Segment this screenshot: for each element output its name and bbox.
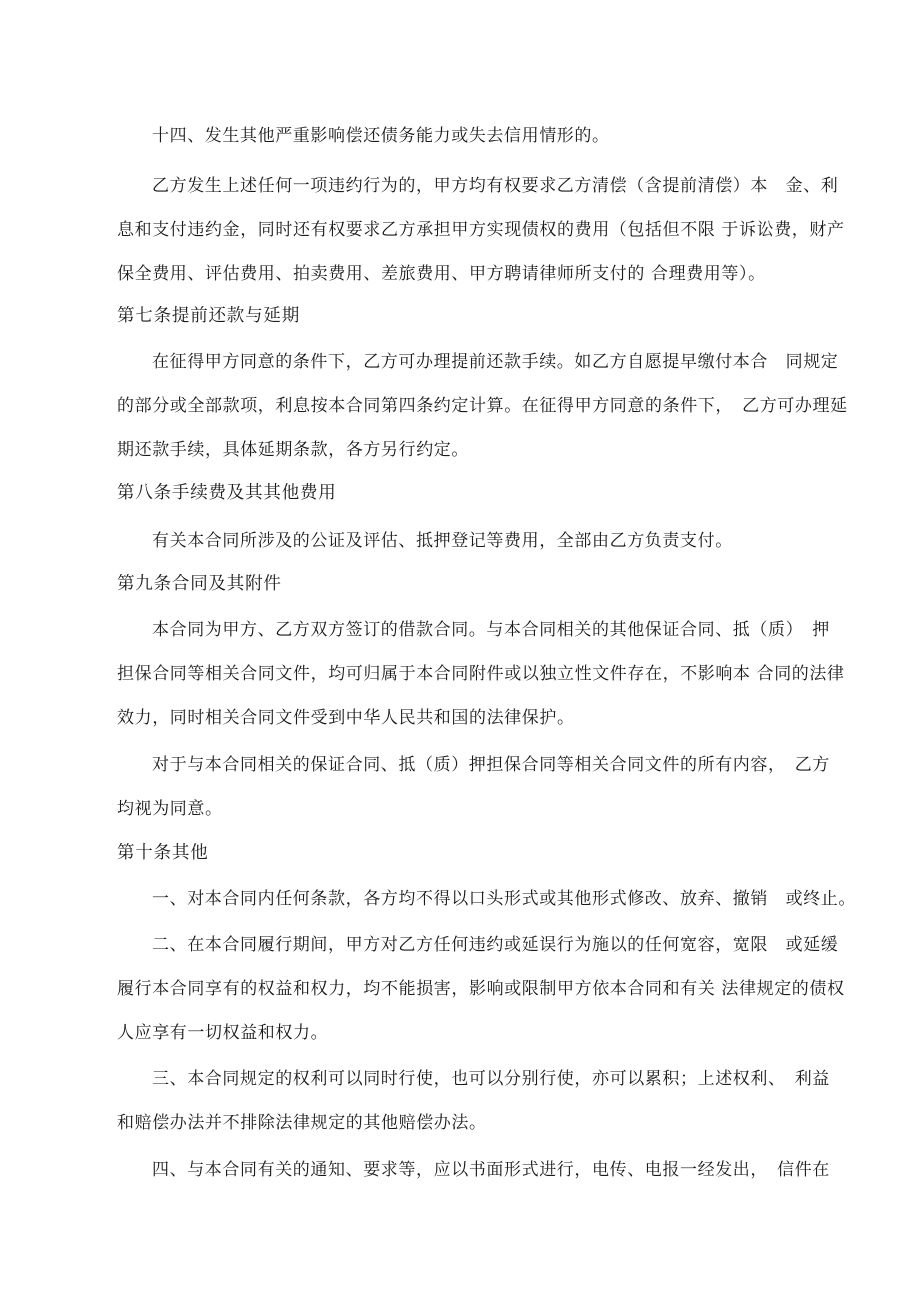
text-line-20: 履行本合同享有的权益和权力，均不能损害，影响或限制甲方依本合同和有关 法律规定的债权 bbox=[117, 979, 845, 999]
text-line-23: 和赔偿办法并不排除法律规定的其他赔偿办法。 bbox=[117, 1113, 487, 1133]
section-heading-8: 第八条手续费及其其他费用 bbox=[117, 483, 337, 503]
text-line-14: 效力，同时相关合同文件受到中华人民共和国的法律保护。 bbox=[117, 708, 575, 728]
text-line-2: 乙方发生上述任何一项违约行为的，甲方均有权要求乙方清偿（含提前清偿）本 金、利 bbox=[152, 176, 839, 196]
text-line-8: 期还款手续，具体延期条款，各方另行约定。 bbox=[117, 440, 469, 460]
section-heading-10: 第十条其他 bbox=[117, 843, 209, 863]
text-line-21: 人应享有一切权益和权力。 bbox=[117, 1023, 329, 1043]
text-line-10: 有关本合同所涉及的公证及评估、抵押登记等费用，全部由乙方负责支付。 bbox=[152, 531, 733, 551]
text-line-3: 息和支付违约金，同时还有权要求乙方承担甲方实现债权的费用（包括但不限 于诉讼费，财产 bbox=[117, 220, 845, 240]
text-line-12: 本合同为甲方、乙方双方签订的借款合同。与本合同相关的其他保证合同、抵（质） 押 bbox=[152, 620, 830, 640]
section-heading-7: 第七条提前还款与延期 bbox=[117, 306, 300, 326]
text-line-6: 在征得甲方同意的条件下，乙方可办理提前还款手续。如乙方自愿提早缴付本合 同规定 bbox=[152, 352, 839, 372]
text-line-7: 的部分或全部款项，利息按本合同第四条约定计算。在征得甲方同意的条件下， 乙方可办理延 bbox=[117, 396, 848, 416]
text-line-4: 保全费用、评估费用、拍卖费用、差旅费用、甲方聘请律师所支付的 合理费用等）。 bbox=[117, 264, 766, 284]
text-line-19: 二、在本合同履行期间，甲方对乙方任何违约或延误行为施以的任何宽容，宽限 或延缓 bbox=[152, 935, 839, 955]
section-heading-9: 第九条合同及其附件 bbox=[117, 574, 282, 594]
text-line-18: 一、对本合同内任何条款，各方均不得以口头形式或其他形式修改、放弃、撤销 或终止。 bbox=[152, 889, 856, 909]
text-line-15: 对于与本合同相关的保证合同、抵（质）押担保合同等相关合同文件的所有内容， 乙方 bbox=[152, 755, 830, 775]
text-line-24: 四、与本合同有关的通知、要求等，应以书面形式进行，电传、电报一经发出， 信件在 bbox=[152, 1160, 830, 1180]
text-line-13: 担保合同等相关合同文件，均可归属于本合同附件或以独立性文件存在，不影响本 合同的法律 bbox=[117, 664, 845, 684]
text-line-1: 十四、发生其他严重影响偿还债务能力或失去信用情形的。 bbox=[152, 126, 610, 146]
text-line-22: 三、本合同规定的权利可以同时行使，也可以分别行使，亦可以累积；上述权利、 利益 bbox=[152, 1069, 830, 1089]
text-line-16: 均视为同意。 bbox=[117, 799, 223, 819]
